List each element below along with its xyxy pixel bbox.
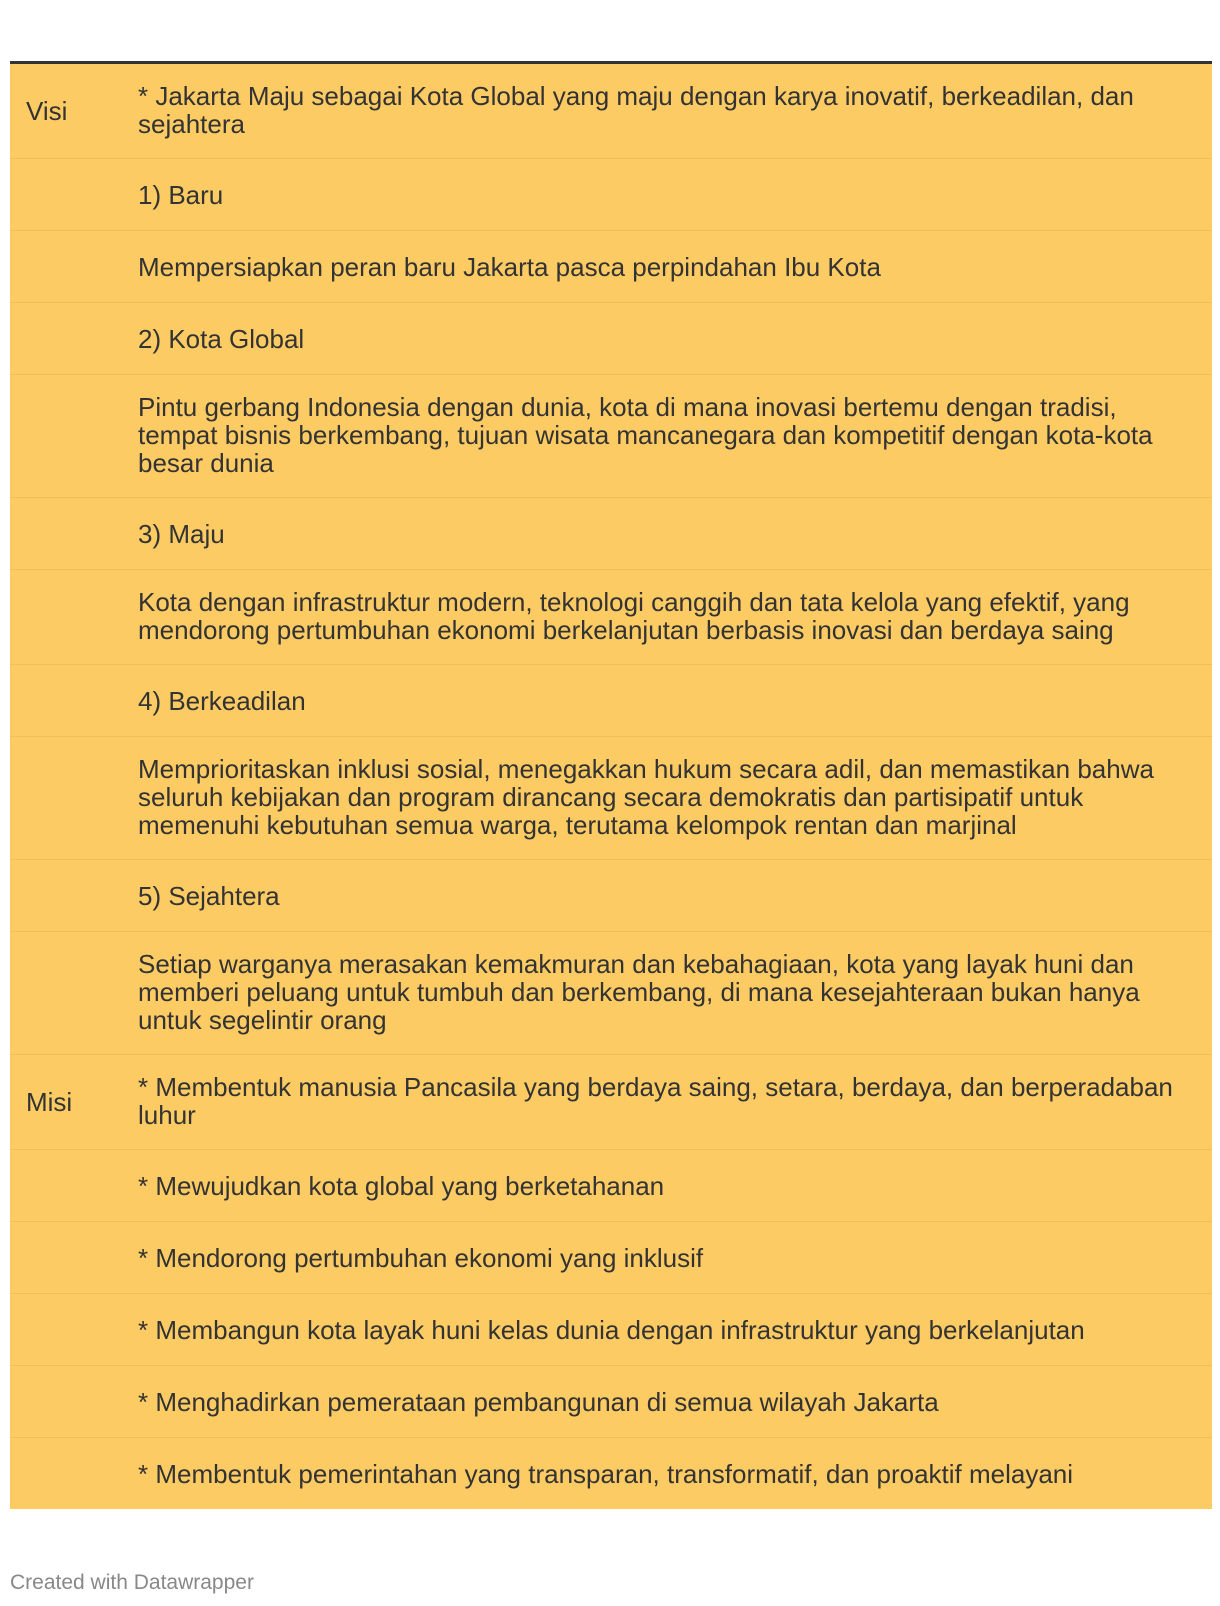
row-label <box>10 231 137 303</box>
row-label <box>10 375 137 498</box>
table-row <box>10 570 1212 665</box>
table-row <box>10 1150 1212 1222</box>
row-text: * Menghadirkan pemerataan pembangunan di semua wilayah Jakarta <box>137 1366 1212 1438</box>
row-text: Setiap warganya merasakan kemakmuran dan kebahagiaan, kota yang layak huni dan memberi peluang untuk tumbuh dan berkembang, di mana kesejahteraan bukan hanya untuk segelintir orang <box>137 932 1212 1055</box>
table-row <box>10 231 1212 303</box>
data-table <box>10 61 1212 1509</box>
table-row <box>10 303 1212 375</box>
row-label <box>10 1222 137 1294</box>
row-text: 5) Sejahtera <box>137 860 1212 932</box>
row-label: Visi <box>10 64 137 159</box>
table-row <box>10 159 1212 231</box>
row-label <box>10 570 137 665</box>
row-label <box>10 1438 137 1510</box>
row-text: Mempersiapkan peran baru Jakarta pasca perpindahan Ibu Kota <box>137 231 1212 303</box>
table-row <box>10 1294 1212 1366</box>
table-row <box>10 932 1212 1055</box>
row-label <box>10 737 137 860</box>
row-text: * Membangun kota layak huni kelas dunia dengan infrastruktur yang berkelanjutan <box>137 1294 1212 1366</box>
row-text: * Jakarta Maju sebagai Kota Global yang maju dengan karya inovatif, berkeadilan, dan sejahtera <box>137 64 1212 159</box>
row-text: * Membentuk pemerintahan yang transparan, transformatif, dan proaktif melayani <box>137 1438 1212 1510</box>
table-row <box>10 1438 1212 1510</box>
datawrapper-credit[interactable]: Created with Datawrapper <box>10 1571 254 1594</box>
table-row <box>10 1055 1212 1150</box>
row-text: 4) Berkeadilan <box>137 665 1212 737</box>
row-label <box>10 159 137 231</box>
row-label: Misi <box>10 1055 137 1150</box>
row-label <box>10 665 137 737</box>
row-text: 1) Baru <box>137 159 1212 231</box>
row-label <box>10 498 137 570</box>
table-row <box>10 737 1212 860</box>
row-label <box>10 303 137 375</box>
row-text: Kota dengan infrastruktur modern, teknologi canggih dan tata kelola yang efektif, yang mendorong pertumbuhan ekonomi berkelanjutan berbasis inovasi dan berdaya saing <box>137 570 1212 665</box>
row-text: Pintu gerbang Indonesia dengan dunia, kota di mana inovasi bertemu dengan tradisi, tempat bisnis berkembang, tujuan wisata mancanegara dan kompetitif dengan kota-kota besar dunia <box>137 375 1212 498</box>
table-row <box>10 860 1212 932</box>
row-text: * Membentuk manusia Pancasila yang berdaya saing, setara, berdaya, dan berperadaban luhur <box>137 1055 1212 1150</box>
row-label <box>10 860 137 932</box>
row-text: * Mewujudkan kota global yang berketahanan <box>137 1150 1212 1222</box>
table-row <box>10 665 1212 737</box>
row-text: Memprioritaskan inklusi sosial, menegakkan hukum secara adil, dan memastikan bahwa seluruh kebijakan dan program dirancang secara demokratis dan partisipatif untuk memenuhi kebutuhan semua warga, terutama kelompok rentan dan marjinal <box>137 737 1212 860</box>
row-label <box>10 1294 137 1366</box>
table-row <box>10 1366 1212 1438</box>
visi-misi-table <box>10 64 1212 1509</box>
row-text: 3) Maju <box>137 498 1212 570</box>
table-row <box>10 498 1212 570</box>
row-text: * Mendorong pertumbuhan ekonomi yang inklusif <box>137 1222 1212 1294</box>
table-row <box>10 64 1212 159</box>
row-label <box>10 1366 137 1438</box>
table-row <box>10 375 1212 498</box>
row-text: 2) Kota Global <box>137 303 1212 375</box>
row-label <box>10 932 137 1055</box>
table-row <box>10 1222 1212 1294</box>
row-label <box>10 1150 137 1222</box>
